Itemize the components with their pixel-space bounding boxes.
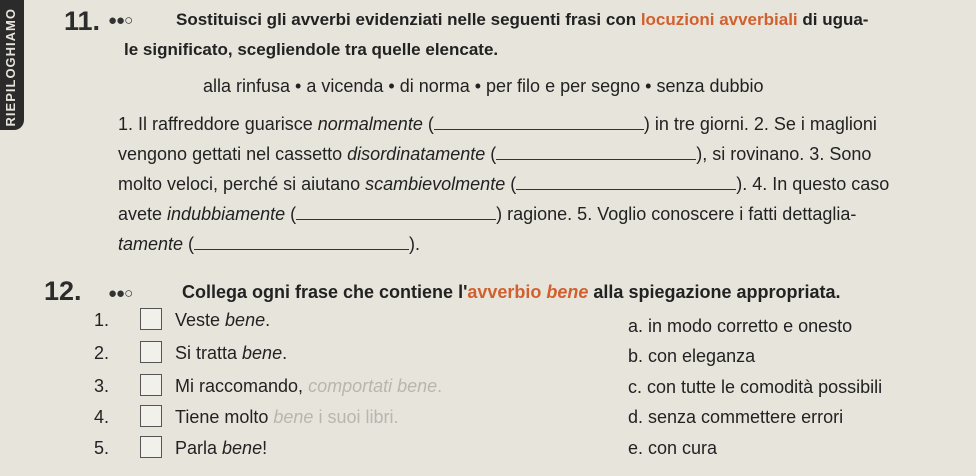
side-tab-label: RIEPILOGHIAMO [3,8,18,127]
exercise-11-options: alla rinfusa • a vicenda • di norma • per filo e per segno • senza dubbio [203,76,764,96]
answer-blank[interactable] [496,145,696,160]
item-2-sentence: Si tratta bene. [175,343,288,363]
item-3-number: 3. [94,376,110,396]
item-2-number: 2. [94,343,110,363]
checkbox-item-3[interactable] [140,374,162,396]
answer-blank[interactable] [296,205,496,220]
item-1-sentence: Veste bene. [175,310,271,330]
side-tab [0,0,24,130]
exercise-12-number: 12. [44,276,82,306]
exercise-11-line-1: 1. Il raffreddore guarisce normalmente ( ) in tre giorni. 2. Se i maglioni [118,114,877,134]
answer-option-d: d. senza commettere errori [628,407,844,427]
answer-option-e: e. con cura [628,438,718,458]
exercise-11-instruction-line2: le significato, scegliendole tra quelle elencate. [124,40,499,59]
answer-blank[interactable] [194,235,409,250]
answer-blank[interactable] [434,115,644,130]
checkbox-item-2[interactable] [140,341,162,363]
exercise-11-line-4: avete indubbiamente ( ) ragione. 5. Voglio conoscere i fatti dettaglia- [118,204,857,224]
checkbox-item-1[interactable] [140,308,162,330]
item-4-sentence: Tiene molto bene i suoi libri. [175,407,399,427]
exercise-12-instruction: Collega ogni frase che contiene l'avverbio bene alla spiegazione appropriata. [182,282,841,302]
answer-option-b: b. con eleganza [628,346,756,366]
item-5-sentence: Parla bene! [175,438,268,458]
item-3-sentence: Mi raccomando, comportati bene. [175,376,443,396]
checkbox-item-5[interactable] [140,436,162,458]
exercise-11-line-2: vengono gettati nel cassetto disordinatamente ( ), si rovinano. 3. Sono [118,144,872,164]
answer-option-c: c. con tutte le comodità possibili [628,377,883,397]
item-4-number: 4. [94,407,110,427]
exercise-11-line-5: tamente ( ). [118,234,421,254]
item-1-number: 1. [94,310,110,330]
exercise-12-difficulty: ●●○ [108,285,133,302]
checkbox-item-4[interactable] [140,405,162,427]
answer-option-a: a. in modo corretto e onesto [628,316,853,336]
item-5-number: 5. [94,438,110,458]
exercise-11-instruction-line1: Sostituisci gli avverbi evidenziati nelle seguenti frasi con locuzioni avverbiali di ugua- [176,10,869,29]
exercise-11-difficulty: ●●○ [108,12,133,29]
answer-blank[interactable] [516,175,736,190]
exercise-11-line-3: molto veloci, perché si aiutano scambievolmente ( ). 4. In questo caso [118,174,890,194]
exercise-11-number: 11. [64,6,101,36]
